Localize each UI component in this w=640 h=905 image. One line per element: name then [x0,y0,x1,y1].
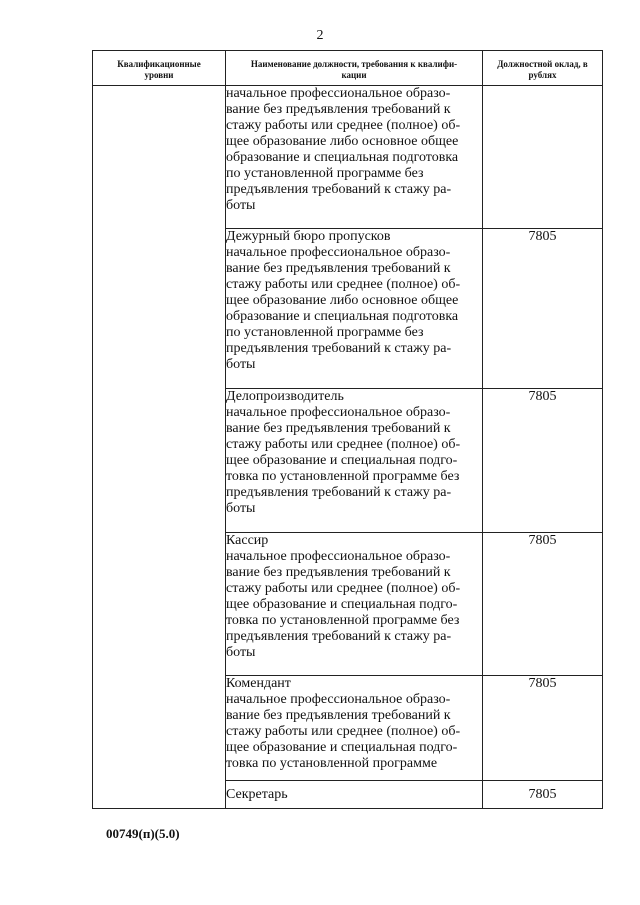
salary-table [92,50,603,809]
qualification-level-cell [93,86,226,809]
header-qualification-levels: Квалификационные уровни [93,51,226,86]
header-position-requirements: Наименование должности, требования к квалифи- кации [226,51,483,86]
salary-cell: 7805 [483,533,603,676]
position-cell: Кассир начальное профессиональное образо- вание без предъявления требований к стажу работы или среднее (полное) об- щее образование и специальная подго- товка по установленной программе без предъявления требований к стажу ра- боты [226,533,483,676]
salary-cell [483,86,603,229]
table-header-row [93,51,603,86]
position-cell: Дежурный бюро пропусков начальное профессиональное образо- вание без предъявления требований к стажу работы или среднее (полное) об- щее образование либо основное общее образование и специальная подготовка по установленной программе без предъявления требований к стажу ра- боты [226,229,483,389]
position-cell: Комендант начальное профессиональное образо- вание без предъявления требований к стажу работы или среднее (полное) об- щее образование и специальная подго- товка по установленной программе [226,676,483,781]
document-code: 00749(п)(5.0) [106,826,180,841]
page-number: 2 [316,28,324,43]
salary-cell: 7805 [483,389,603,533]
salary-cell: 7805 [483,229,603,389]
salary-cell: 7805 [483,781,603,809]
position-cell: начальное профессиональное образо- вание без предъявления требований к стажу работы или среднее (полное) об- щее образование либо основное общее образование и специальная подготовка по установленной программе без предъявления требований к стажу ра- боты [226,86,483,229]
position-cell: Делопроизводитель начальное профессиональное образо- вание без предъявления требований к стажу работы или среднее (полное) об- щее образование и специальная подго- товка по установленной программе без предъявления требований к стажу ра- боты [226,389,483,533]
header-salary: Должностной оклад, в рублях [483,51,603,86]
position-cell: Секретарь [226,781,483,809]
table-row [93,86,603,229]
salary-cell: 7805 [483,676,603,781]
